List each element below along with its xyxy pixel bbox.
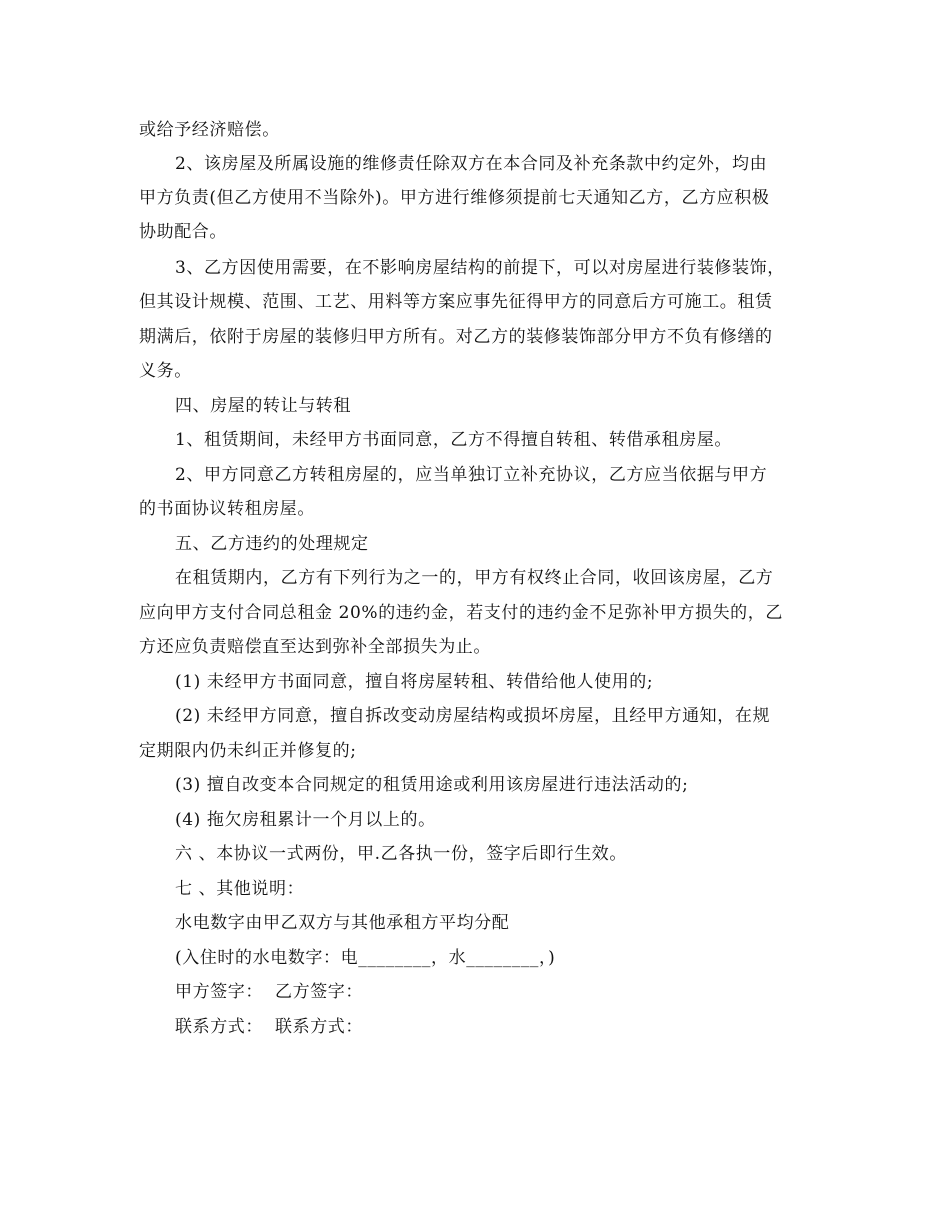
text-line: 2、该房屋及所属设施的维修责任除双方在本合同及补充条款中约定外，均由 [175, 154, 768, 174]
contact-line: 联系方式： 联系方式： [175, 1017, 364, 1037]
list-item: (4) 拖欠房租累计一个月以上的。 [175, 810, 436, 830]
list-item: (3) 擅自改变本合同规定的租赁用途或利用该房屋进行违法活动的; [175, 775, 689, 795]
text-line: 甲方负责(但乙方使用不当除外)。甲方进行维修须提前七天通知乙方，乙方应积极 [139, 188, 770, 208]
text-line: 协助配合。 [139, 222, 227, 242]
text-line: 水电数字由甲乙双方与其他承租方平均分配 [175, 913, 510, 933]
text-line: 在租赁期内，乙方有下列行为之一的，甲方有权终止合同，收回该房屋，乙方 [175, 568, 774, 588]
text-line: (入住时的水电数字：电________，水________，) [175, 948, 556, 968]
text-line: 期满后，依附于房屋的装修归甲方所有。对乙方的装修装饰部分甲方不负有修缮的 [139, 327, 773, 347]
text-line: 2、甲方同意乙方转租房屋的，应当单独订立补充协议，乙方应当依据与甲方 [175, 465, 768, 485]
list-item: (1) 未经甲方书面同意，擅自将房屋转租、转借给他人使用的; [175, 672, 654, 692]
section-heading: 四、房屋的转让与转租 [175, 396, 351, 416]
text-line: 3、乙方因使用需要，在不影响房屋结构的前提下，可以对房屋进行装修装饰， [175, 258, 785, 278]
text-line: 或给予经济赔偿。 [139, 120, 280, 140]
text-line: 定期限内仍未纠正并修复的; [139, 741, 357, 761]
text-line: 方还应负责赔偿直至达到弥补全部损失为止。 [139, 637, 491, 657]
section-heading: 五、乙方违约的处理规定 [175, 534, 369, 554]
list-item: (2) 未经甲方同意，擅自拆改变动房屋结构或损坏房屋，且经甲方通知，在规 [175, 706, 771, 726]
text-line: 七 、其他说明： [175, 879, 305, 899]
text-line: 应向甲方支付合同总租金 20%的违约金，若支付的违约金不足弥补甲方损失的，乙 [139, 603, 783, 623]
text-line: 义务。 [139, 361, 192, 381]
signature-line: 甲方签字： 乙方签字： [175, 982, 364, 1002]
text-line: 的书面协议转租房屋。 [139, 499, 315, 519]
text-line: 六 、本协议一式两份，甲.乙各执一份，签字后即行生效。 [175, 844, 628, 864]
text-line: 但其设计规模、范围、工艺、用料等方案应事先征得甲方的同意后方可施工。租赁 [139, 292, 773, 312]
text-line: 1、租赁期间，未经甲方书面同意，乙方不得擅自转租、转借承租房屋。 [175, 430, 733, 450]
